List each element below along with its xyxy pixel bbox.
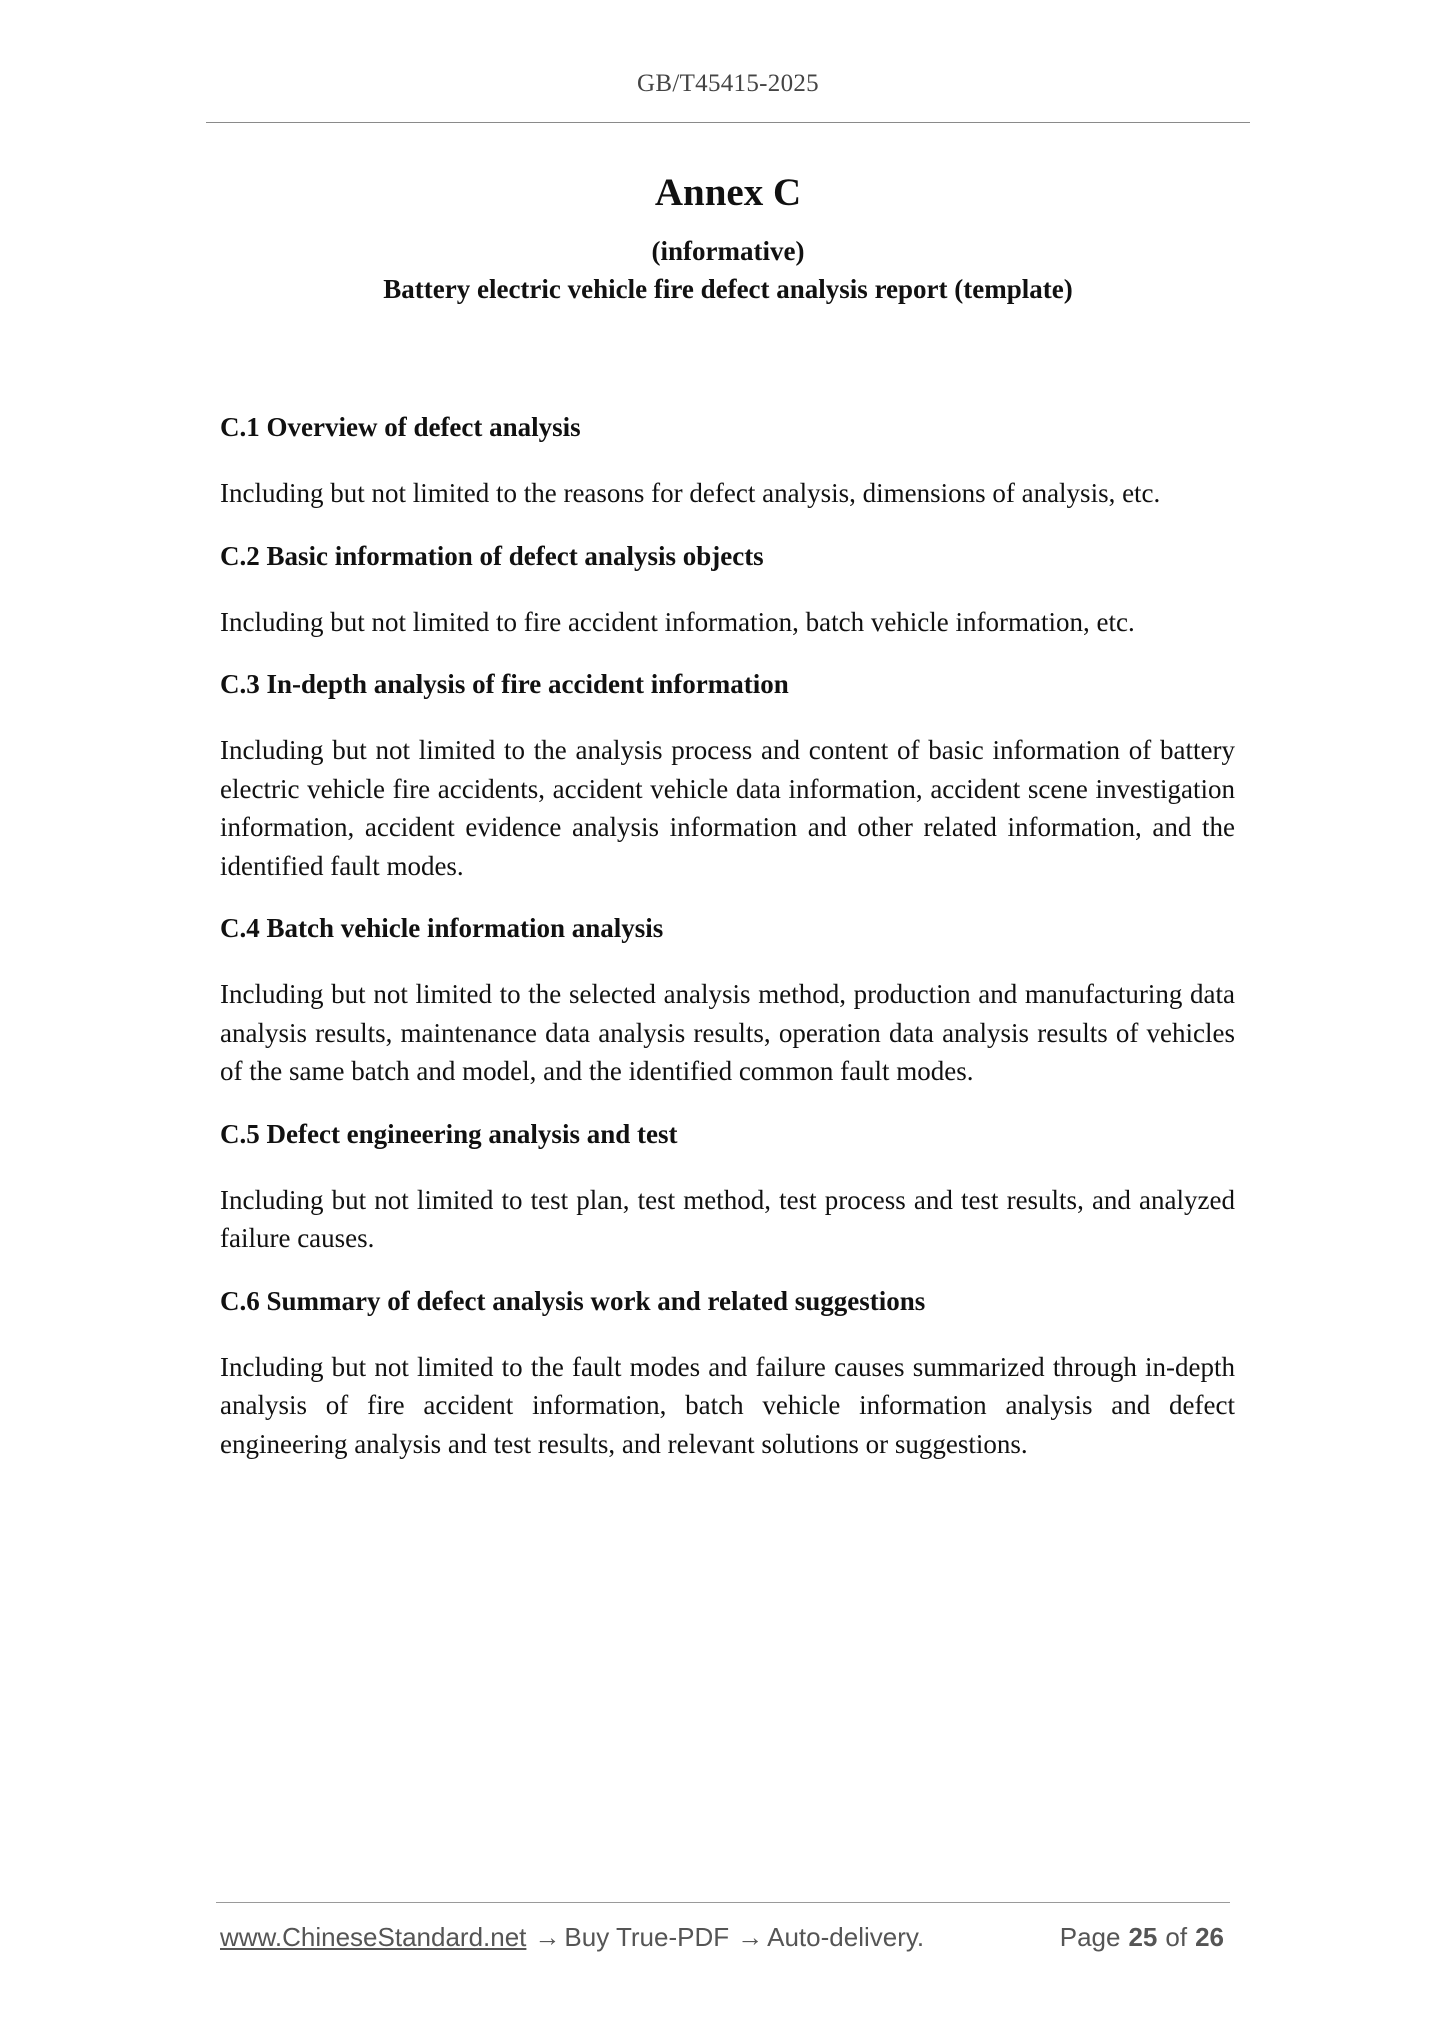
section-paragraph: Including but not limited to the fault modes and failure causes summarized through in-depth analysis of fire accident information, batch vehicle information analysis and defect engineering analysis and test results, and relevant solutions or suggestions. — [220, 1351, 1235, 1459]
section-c6 — [220, 1284, 1235, 1464]
section-c4 — [220, 911, 1235, 1091]
section-paragraph: Including but not limited to the selected analysis method, production and manufacturing data analysis results, maintenance data analysis results, operation data analysis results of vehicles of the same batch and model, and the identified common fault modes. — [220, 979, 1235, 1086]
section-paragraph: Including but not limited to fire accident information, batch vehicle information, etc. — [220, 606, 1135, 637]
section-c5 — [220, 1117, 1235, 1258]
document-body — [220, 410, 1235, 1489]
section-paragraph: Including but not limited to the reasons for defect analysis, dimensions of analysis, etc. — [220, 478, 1161, 508]
section-paragraph: Including but not limited to the analysis process and content of basic information of battery electric vehicle fire accidents, accident vehicle data information, accident scene investigation information, accident evidence analysis information and other related information, and the identified fault modes. — [220, 735, 1235, 881]
section-heading: C.4 Batch vehicle information analysis — [220, 913, 664, 943]
section-heading: C.2 Basic information of defect analysis objects — [220, 540, 764, 571]
section-c1 — [220, 410, 1235, 513]
section-heading: C.3 In-depth analysis of fire accident information — [220, 669, 789, 699]
website-link[interactable]: www.ChineseStandard.net — [220, 1922, 527, 1952]
section-heading: C.6 Summary of defect analysis work and related suggestions — [220, 1285, 926, 1316]
page-of-label: of — [1165, 1922, 1188, 1952]
footer-divider — [216, 1902, 1230, 1903]
annex-subtitle: (informative) — [651, 236, 805, 266]
page-indicator — [1060, 1922, 1224, 1953]
page-total: 26 — [1195, 1922, 1224, 1952]
page-label: Page — [1059, 1922, 1121, 1952]
buy-true-pdf-text: Buy True-PDF — [564, 1922, 730, 1952]
section-heading: C.5 Defect engineering analysis and test — [220, 1118, 678, 1149]
page-header-doc-id: GB/T45415-2025 — [637, 70, 819, 97]
arrow-right-icon: → — [737, 1922, 764, 1952]
annex-name: Battery electric vehicle fire defect analysis report (template) — [383, 274, 1073, 304]
section-paragraph: Including but not limited to test plan, test method, test process and test results, and analyzed failure causes. — [220, 1184, 1235, 1253]
arrow-right-icon: → — [534, 1922, 561, 1952]
page-footer — [220, 1922, 1230, 1958]
section-c3 — [220, 667, 1235, 885]
auto-delivery-text: Auto-delivery. — [767, 1922, 925, 1952]
header-divider — [206, 122, 1250, 123]
section-heading: C.1 Overview of defect analysis — [220, 412, 581, 442]
annex-title: Annex C — [654, 171, 802, 214]
page-current: 25 — [1128, 1922, 1158, 1952]
section-c2 — [220, 539, 1235, 642]
footer-promo — [220, 1922, 924, 1953]
